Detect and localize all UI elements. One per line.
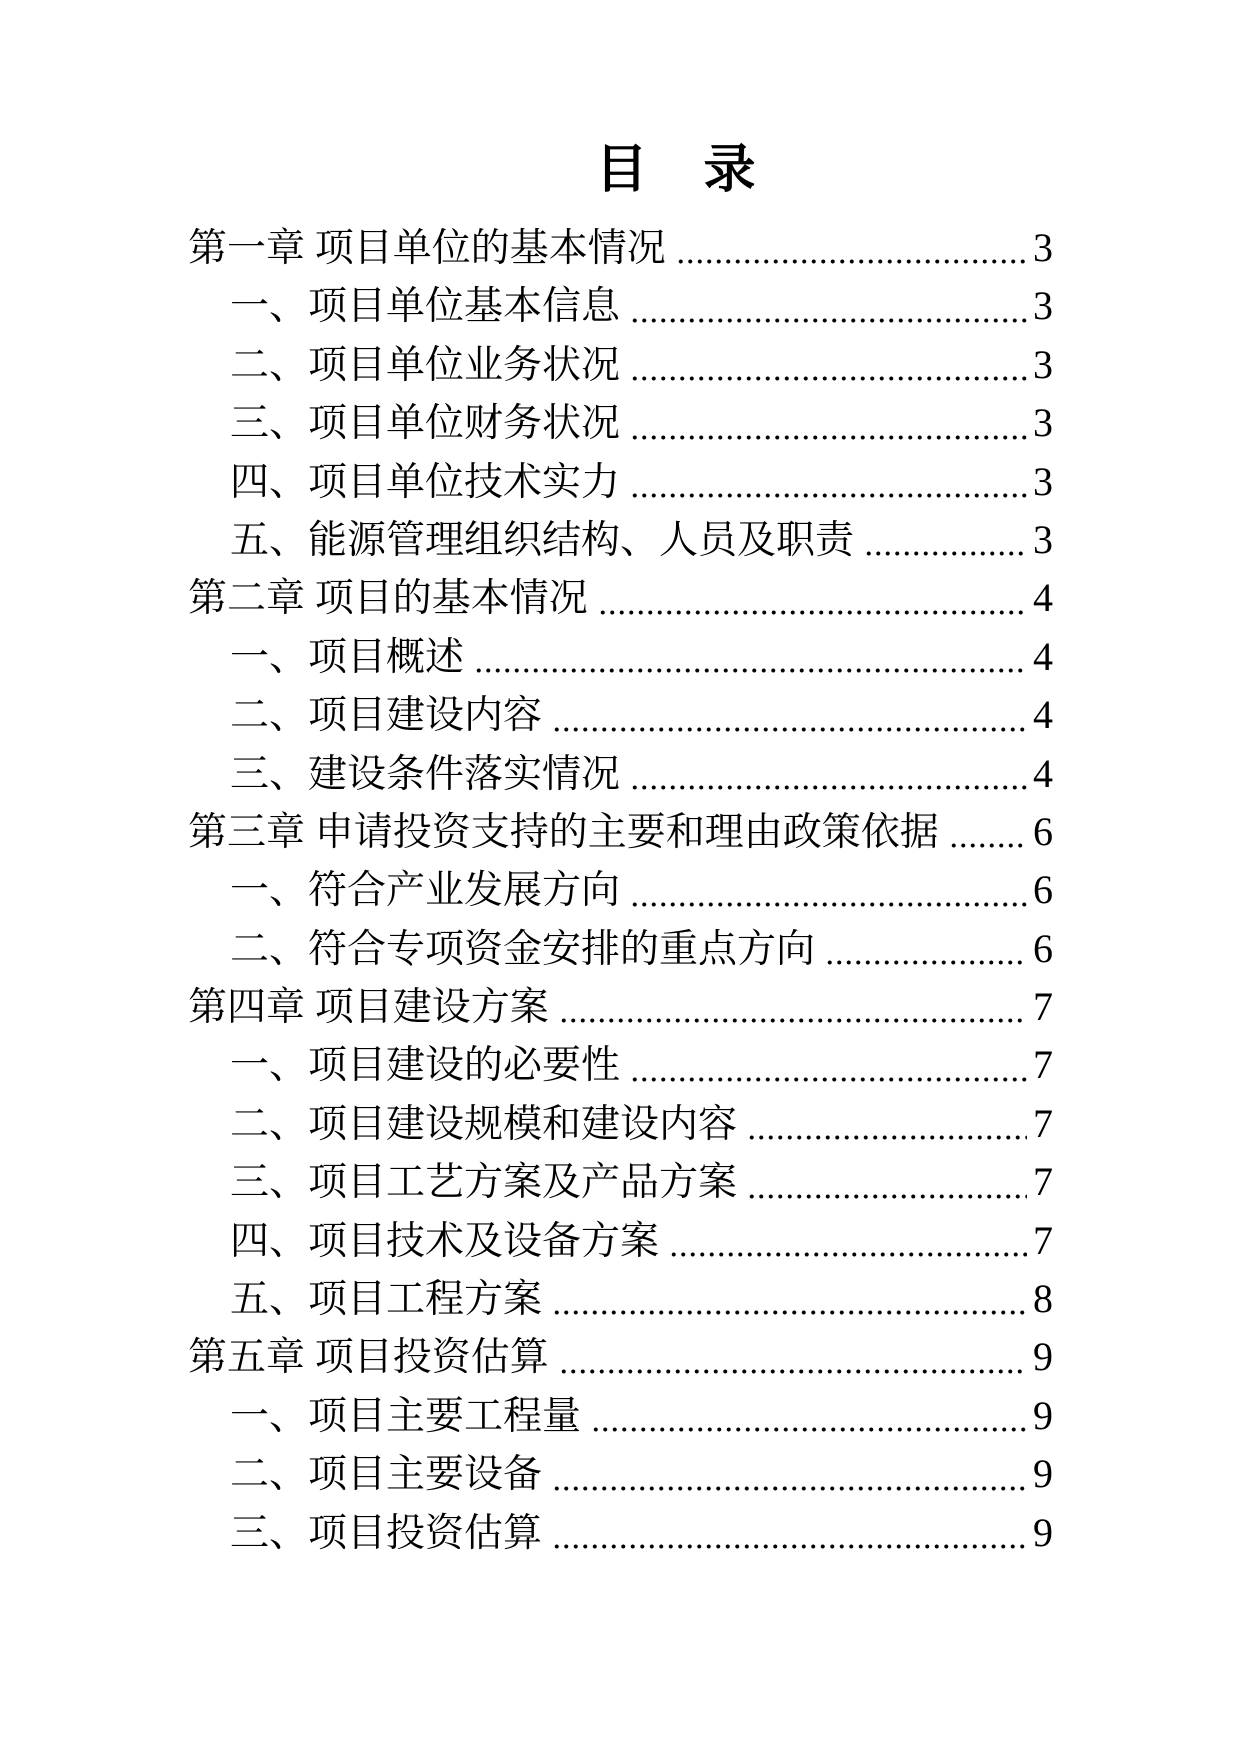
toc-entry-page-number: 9	[1033, 1334, 1053, 1380]
toc-entry-page-number: 3	[1033, 458, 1053, 504]
dot-leader	[949, 843, 1027, 848]
toc-entry	[188, 277, 1053, 335]
toc-entry-label: 一、项目主要工程量	[230, 1394, 582, 1438]
dot-leader	[676, 259, 1027, 264]
toc-entry	[188, 1212, 1053, 1270]
toc-entry	[188, 1387, 1053, 1445]
toc-entry	[188, 1445, 1053, 1503]
dot-leader	[474, 668, 1027, 673]
dot-leader	[669, 1252, 1027, 1257]
toc-entry-label: 五、项目工程方案	[230, 1278, 543, 1322]
toc-entry	[188, 219, 1053, 277]
dot-leader	[552, 1486, 1027, 1491]
toc-entry-page-number: 8	[1033, 1276, 1053, 1322]
toc-entry	[188, 453, 1053, 511]
toc-entry-page-number: 6	[1033, 808, 1053, 854]
toc-content	[188, 0, 1053, 1562]
dot-leader	[552, 727, 1027, 732]
toc-entry-label: 第四章 项目建设方案	[188, 986, 549, 1030]
toc-entry-page-number: 3	[1033, 400, 1053, 446]
toc-entry-label: 第三章 申请投资支持的主要和理由政策依据	[188, 810, 939, 854]
toc-entry-label: 二、项目主要设备	[230, 1453, 543, 1497]
dot-leader	[559, 1018, 1027, 1023]
toc-entry-page-number: 7	[1033, 1042, 1053, 1088]
dot-leader	[598, 610, 1027, 615]
dot-leader	[630, 493, 1027, 498]
toc-entry-label: 四、项目技术及设备方案	[230, 1219, 660, 1263]
dot-leader	[747, 1194, 1027, 1199]
dot-leader	[864, 551, 1027, 556]
dot-leader	[591, 1427, 1027, 1432]
toc-entry-page-number: 3	[1033, 516, 1053, 562]
toc-entry-label: 三、项目单位财务状况	[230, 402, 621, 446]
dot-leader	[630, 318, 1027, 323]
toc-entry-label: 第二章 项目的基本情况	[188, 577, 588, 621]
toc-entry-page-number: 6	[1033, 867, 1053, 913]
toc-entry	[188, 569, 1053, 627]
toc-entry-page-number: 9	[1033, 1392, 1053, 1438]
toc-entry	[188, 920, 1053, 978]
toc-entry-page-number: 4	[1033, 750, 1053, 796]
toc-entry-label: 一、项目单位基本信息	[230, 285, 621, 329]
toc-entry	[188, 1328, 1053, 1386]
toc-entry-page-number: 6	[1033, 925, 1053, 971]
toc-entry-page-number: 4	[1033, 692, 1053, 738]
toc-entry	[188, 978, 1053, 1036]
dot-leader	[747, 1135, 1027, 1140]
toc-entry-label: 三、项目投资估算	[230, 1511, 543, 1555]
toc-entry	[188, 1504, 1053, 1562]
toc-list	[188, 219, 1053, 1562]
toc-entry-page-number: 3	[1033, 283, 1053, 329]
toc-entry	[188, 861, 1053, 919]
toc-entry	[188, 394, 1053, 452]
toc-entry-label: 二、符合专项资金安排的重点方向	[230, 927, 816, 971]
toc-entry-page-number: 9	[1033, 1509, 1053, 1555]
dot-leader	[630, 902, 1027, 907]
toc-entry-label: 一、符合产业发展方向	[230, 869, 621, 913]
toc-entry	[188, 803, 1053, 861]
toc-entry-page-number: 7	[1033, 984, 1053, 1030]
toc-entry-label: 一、项目建设的必要性	[230, 1044, 621, 1088]
toc-entry-page-number: 7	[1033, 1159, 1053, 1205]
toc-entry	[188, 511, 1053, 569]
toc-entry	[188, 628, 1053, 686]
page-title: 目 录	[595, 141, 758, 199]
toc-entry	[188, 1095, 1053, 1153]
toc-entry-label: 一、项目概述	[230, 635, 465, 679]
toc-entry	[188, 336, 1053, 394]
toc-entry-page-number: 3	[1033, 225, 1053, 270]
toc-entry-page-number: 7	[1033, 1100, 1053, 1146]
dot-leader	[559, 1369, 1027, 1374]
toc-entry-page-number: 3	[1033, 341, 1053, 387]
dot-leader	[825, 960, 1027, 965]
toc-entry-label: 二、项目单位业务状况	[230, 343, 621, 387]
toc-entry-page-number: 9	[1033, 1451, 1053, 1497]
toc-entry-label: 二、项目建设内容	[230, 694, 543, 738]
toc-entry-label: 五、能源管理组织结构、人员及职责	[230, 518, 855, 562]
toc-entry-page-number: 7	[1033, 1217, 1053, 1263]
dot-leader	[552, 1544, 1027, 1549]
toc-entry-label: 二、项目建设规模和建设内容	[230, 1102, 738, 1146]
dot-leader	[630, 376, 1027, 381]
dot-leader	[630, 1077, 1027, 1082]
toc-entry-label: 第一章 项目单位的基本情况	[188, 227, 666, 270]
toc-entry-label: 三、建设条件落实情况	[230, 752, 621, 796]
dot-leader	[630, 435, 1027, 440]
toc-entry-label: 第五章 项目投资估算	[188, 1336, 549, 1380]
toc-entry-page-number: 4	[1033, 575, 1053, 621]
toc-entry-label: 三、项目工艺方案及产品方案	[230, 1161, 738, 1205]
toc-entry	[188, 1270, 1053, 1328]
dot-leader	[552, 1310, 1027, 1315]
dot-leader	[630, 785, 1027, 790]
toc-entry	[188, 686, 1053, 744]
toc-entry-label: 四、项目单位技术实力	[230, 460, 621, 504]
toc-entry	[188, 745, 1053, 803]
toc-entry-page-number: 4	[1033, 633, 1053, 679]
toc-entry	[188, 1036, 1053, 1094]
toc-entry	[188, 1153, 1053, 1211]
